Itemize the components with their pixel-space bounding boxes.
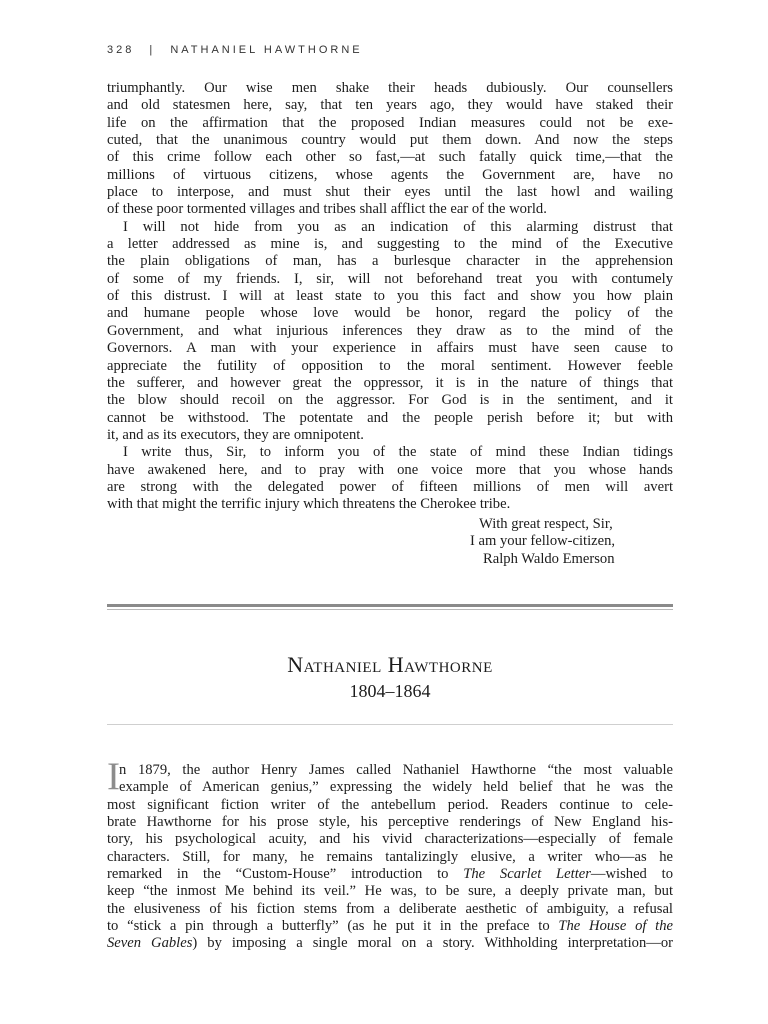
intro-line [107, 866, 673, 883]
intro-line [107, 935, 673, 952]
letter-line: place to interpose, and must shut their eyes until the last howl and wailing [107, 184, 673, 201]
intro-line: characters. Still, for many, he remains tantalizingly elusive, a writer who—as he [107, 848, 673, 865]
letter-line: Governors. A man with your experience in affairs must have seen cause to [107, 340, 673, 357]
section-divider [107, 604, 673, 607]
letter-line: of some of my friends. I, sir, will not beforehand treat you with contumely [107, 270, 673, 287]
intro-line: keep “the inmost Me behind its veil.” He was, to be sure, a deeply private man, but [107, 883, 673, 900]
letter-line: the sufferer, and however great the oppressor, it is in the nature of things that [107, 374, 673, 391]
intro-line: most significant fiction writer of the antebellum period. Readers continue to cele- [107, 796, 673, 813]
letter-line: the blow should recoil on the aggressor. For God is in the sentiment, and it [107, 392, 673, 409]
intro-text-run: —wished to [590, 866, 673, 883]
letter-line: it, and as its executors, they are omnipotent. [107, 426, 364, 443]
book-title-house-of-seven-gables-cont: Seven Gables [107, 935, 193, 952]
page-number: 328 [107, 44, 135, 56]
letter-line: of this crime follow each other so fast,—at such fatally quick time,—that the [107, 149, 673, 166]
intro-line: n 1879, the author Henry James called Nathaniel Hawthorne “the most valuable [119, 762, 673, 778]
intro-text-run: to “stick a pin through a butterfly” (as he put it in the preface to [107, 918, 559, 935]
letter-line: I write thus, Sir, to inform you of the state of mind these Indian tidings [123, 444, 673, 461]
drop-cap: I [107, 755, 120, 798]
letter-line: and old statesmen here, say, that ten years ago, they would have staked their [107, 97, 673, 114]
letter-line: have awakened here, and to pray with one voice more that you whose hands [107, 461, 673, 478]
letter-line: triumphantly. Our wise men shake their heads dubiously. Our counsellers [107, 80, 673, 96]
letter-line: life on the affirmation that the proposed Indian measures could not be exe- [107, 114, 673, 131]
book-title-scarlet-letter: The Scarlet Letter [463, 866, 591, 883]
running-head [107, 44, 363, 56]
letter-line: are strong with the delegated power of fifteen millions of men will avert [107, 478, 673, 495]
letter-line: millions of virtuous citizens, whose agents the Government are, have no [107, 166, 673, 183]
letter-signoff [107, 516, 673, 568]
section-divider-thin [107, 609, 673, 610]
intro-text-run: remarked in the “Custom-House” introduction to [107, 866, 464, 883]
intro-body [107, 762, 673, 953]
letter-line: I will not hide from you as an indication of this alarming distrust that [123, 218, 673, 235]
book-title-house-of-seven-gables: The House of the [558, 918, 673, 935]
running-head-separator: | [149, 44, 153, 56]
running-head-title: NATHANIEL HAWTHORNE [170, 44, 363, 56]
letter-line: cuted, that the unanimous country would put them down. And now the steps [107, 132, 673, 149]
intro-line: example of American genius,” expressing the widely held belief that he was the [119, 779, 673, 796]
intro-line: brate Hawthorne for his prose style, his perceptive renderings of New England his- [107, 814, 673, 831]
letter-line: with that might the terrific injury which threatens the Cherokee tribe. [107, 496, 511, 513]
letter-line: of this distrust. I will at least state to you this fact and show you how plain [107, 288, 673, 305]
author-dates: 1804–1864 [349, 681, 431, 701]
intro-text-run: ) by imposing a single moral on a story. Withholding interpretation—or [192, 935, 673, 952]
letter-body [107, 80, 673, 514]
letter-line: of these poor tormented villages and tribes shall afflict the ear of the world. [107, 201, 547, 218]
signoff-salutation: I am your fellow-citizen, [470, 533, 616, 550]
letter-line: the plain obligations of man, has a burlesque character in the apprehension [107, 253, 673, 270]
letter-line: a letter addressed as mine is, and suggesting to the mind of the Executive [107, 236, 673, 253]
signoff-signature: Ralph Waldo Emerson [483, 550, 615, 567]
author-heading: Nathaniel Hawthorne [287, 652, 493, 677]
heading-divider [107, 724, 673, 725]
intro-line: tory, his psychological acuity, and his vivid characterizations—especially of female [107, 831, 673, 848]
intro-line: the elusiveness of his fiction stems from a deliberate aesthetic of ambiguity, a refusal [107, 900, 673, 917]
letter-line: cannot be withstood. The potentate and the people perish before it; but with [107, 409, 673, 426]
intro-line [107, 918, 673, 935]
letter-line: appreciate the futility of opposition to the moral sentiment. However feeble [107, 357, 673, 374]
letter-line: Government, and what injurious inferences they draw as to the mind of the [107, 322, 673, 339]
signoff-closing: With great respect, Sir, [479, 516, 613, 532]
letter-line: and humane people whose love would be honor, regard the policy of the [107, 305, 673, 322]
